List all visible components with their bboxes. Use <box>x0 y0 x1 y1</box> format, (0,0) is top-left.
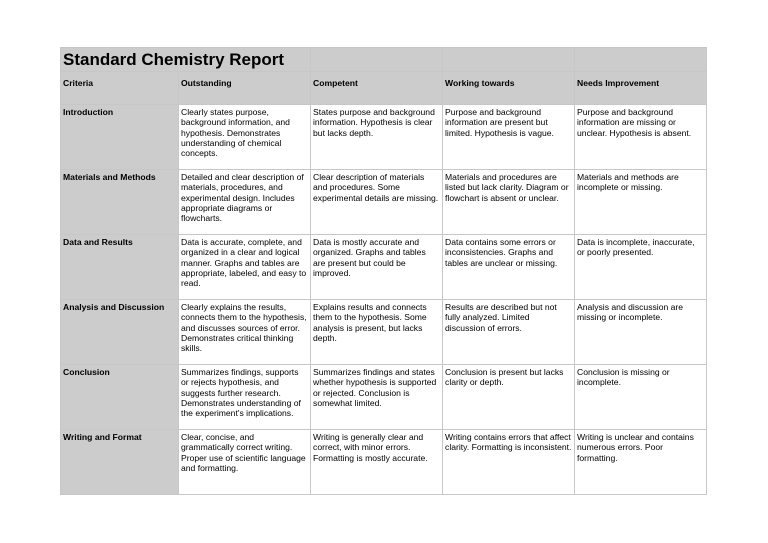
page-title: Standard Chemistry Report <box>63 50 285 69</box>
working-towards-cell[interactable]: Results are described but not fully analyzed. Limited discussion of errors. <box>443 300 575 365</box>
header-competent[interactable]: Competent <box>311 72 443 105</box>
working-towards-cell[interactable]: Data contains some errors or inconsistencies. Graphs and tables are unclear or missing. <box>443 235 575 300</box>
table-row <box>61 170 707 235</box>
table-row <box>61 430 707 495</box>
working-towards-cell[interactable]: Purpose and background information are present but limited. Hypothesis is vague. <box>443 105 575 170</box>
header-criteria[interactable]: Criteria <box>61 72 179 105</box>
rubric-sheet <box>60 47 706 488</box>
outstanding-cell[interactable]: Clearly explains the results, connects them to the hypothesis, and discusses sources of error. Demonstrates critical thinking skills. <box>179 300 311 365</box>
competent-cell[interactable]: Clear description of materials and procedures. Some experimental details are missing. <box>311 170 443 235</box>
needs-improvement-cell[interactable]: Materials and methods are incomplete or missing. <box>575 170 707 235</box>
needs-improvement-cell[interactable]: Analysis and discussion are missing or incomplete. <box>575 300 707 365</box>
working-towards-cell[interactable]: Conclusion is present but lacks clarity or depth. <box>443 365 575 430</box>
table-row <box>61 365 707 430</box>
table-row <box>61 235 707 300</box>
title-cell[interactable] <box>61 48 311 72</box>
header-working-towards[interactable]: Working towards <box>443 72 575 105</box>
needs-improvement-cell[interactable]: Purpose and background information are missing or unclear. Hypothesis is absent. <box>575 105 707 170</box>
table-row <box>61 300 707 365</box>
outstanding-cell[interactable]: Summarizes findings, supports or rejects hypothesis, and suggests further research. Demonstrates understanding of the experiment's implications. <box>179 365 311 430</box>
criteria-cell[interactable]: Conclusion <box>61 365 179 430</box>
criteria-cell[interactable]: Introduction <box>61 105 179 170</box>
header-row <box>61 72 707 105</box>
title-empty-cell[interactable] <box>575 48 707 72</box>
outstanding-cell[interactable]: Detailed and clear description of materials, procedures, and experimental design. Includes appropriate diagrams or flowcharts. <box>179 170 311 235</box>
needs-improvement-cell[interactable]: Data is incomplete, inaccurate, or poorly presented. <box>575 235 707 300</box>
rubric-table <box>60 47 707 495</box>
outstanding-cell[interactable]: Clearly states purpose, background information, and hypothesis. Demonstrates understanding of chemical concepts. <box>179 105 311 170</box>
working-towards-cell[interactable]: Materials and procedures are listed but lack clarity. Diagram or flowchart is absent or unclear. <box>443 170 575 235</box>
competent-cell[interactable]: Writing is generally clear and correct, with minor errors. Formatting is mostly accurate. <box>311 430 443 495</box>
competent-cell[interactable]: States purpose and background information. Hypothesis is clear but lacks depth. <box>311 105 443 170</box>
criteria-cell[interactable]: Data and Results <box>61 235 179 300</box>
table-row <box>61 105 707 170</box>
competent-cell[interactable]: Summarizes findings and states whether hypothesis is supported or rejected. Conclusion is somewhat limited. <box>311 365 443 430</box>
header-outstanding[interactable]: Outstanding <box>179 72 311 105</box>
competent-cell[interactable]: Explains results and connects them to the hypothesis. Some analysis is present, but lacks depth. <box>311 300 443 365</box>
title-empty-cell[interactable] <box>443 48 575 72</box>
title-empty-cell[interactable] <box>311 48 443 72</box>
outstanding-cell[interactable]: Clear, concise, and grammatically correct writing. Proper use of scientific language and formatting. <box>179 430 311 495</box>
criteria-cell[interactable]: Analysis and Discussion <box>61 300 179 365</box>
needs-improvement-cell[interactable]: Writing is unclear and contains numerous errors. Poor formatting. <box>575 430 707 495</box>
working-towards-cell[interactable]: Writing contains errors that affect clarity. Formatting is inconsistent. <box>443 430 575 495</box>
outstanding-cell[interactable]: Data is accurate, complete, and organized in a clear and logical manner. Graphs and tables are appropriate, labeled, and easy to read. <box>179 235 311 300</box>
competent-cell[interactable]: Data is mostly accurate and organized. Graphs and tables are present but could be improved. <box>311 235 443 300</box>
criteria-cell[interactable]: Writing and Format <box>61 430 179 495</box>
criteria-cell[interactable]: Materials and Methods <box>61 170 179 235</box>
title-row <box>61 48 707 72</box>
header-needs-improvement[interactable]: Needs Improvement <box>575 72 707 105</box>
needs-improvement-cell[interactable]: Conclusion is missing or incomplete. <box>575 365 707 430</box>
